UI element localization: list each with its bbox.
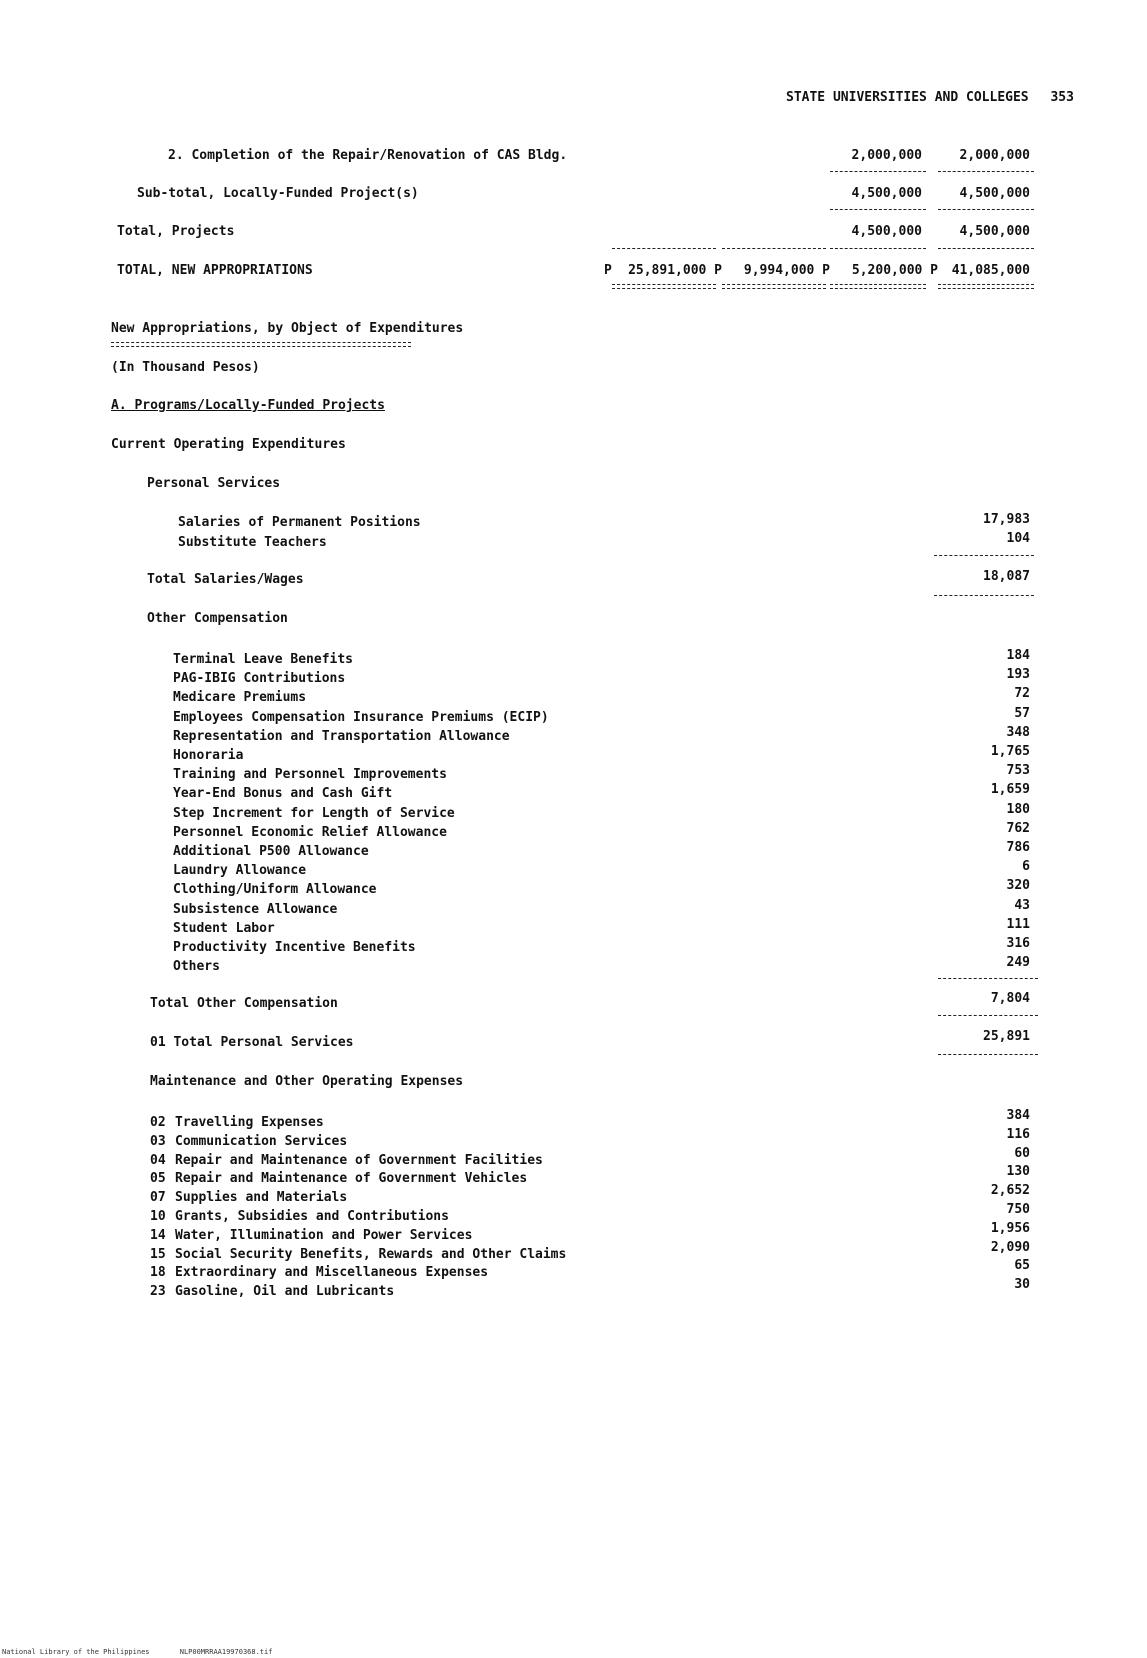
rule <box>830 209 926 210</box>
running-head <box>786 90 1074 105</box>
list-item: Productivity Incentive Benefits <box>173 940 416 955</box>
subtotal-total: 4,500,000 <box>959 186 1030 201</box>
rule <box>722 248 826 249</box>
list-item: Gasoline, Oil and Lubricants <box>175 1284 395 1300</box>
double-rule <box>722 284 826 289</box>
list-item-value: 1,765 <box>990 744 1030 759</box>
list-item-value: 180 <box>1006 801 1030 817</box>
object-code: 10 <box>150 1209 166 1224</box>
project-item-total: 2,000,000 <box>959 148 1030 163</box>
heading-double-rule <box>111 342 411 347</box>
rule <box>938 171 1034 172</box>
total-other-comp-value: 7,804 <box>990 991 1030 1006</box>
object-code: 04 <box>150 1152 166 1168</box>
list-item-value: 348 <box>1006 724 1030 740</box>
list-item: Representation and Transportation Allowance <box>173 728 510 744</box>
list-item: Repair and Maintenance of Government Vehicles <box>175 1171 528 1187</box>
list-item: Additional P500 Allowance <box>173 844 369 859</box>
object-code: 03 <box>150 1133 166 1149</box>
object-code: 18 <box>150 1265 166 1281</box>
total-projects-label: Total, Projects <box>117 224 235 239</box>
rule <box>938 1015 1038 1016</box>
list-item: Social Security Benefits, Rewards and Other Claims <box>175 1246 567 1262</box>
footer-source: National Library of the Philippines <box>2 1648 150 1656</box>
list-item-value: 111 <box>1006 916 1030 932</box>
rule <box>938 978 1038 979</box>
rule <box>938 248 1034 249</box>
list-item: Personnel Economic Relief Allowance <box>173 824 447 840</box>
list-item-value: 65 <box>1014 1258 1030 1274</box>
list-item: Grants, Subsidies and Contributions <box>175 1209 449 1224</box>
list-item-value: 60 <box>1014 1145 1030 1161</box>
grand-peso-sign: P <box>604 263 612 278</box>
header-title: STATE UNIVERSITIES AND COLLEGES <box>786 90 1029 105</box>
rule <box>938 209 1034 210</box>
list-item-value: 384 <box>1006 1108 1030 1123</box>
grand-col3: 5,200,000 P <box>851 263 938 278</box>
object-code: 07 <box>150 1190 166 1206</box>
total-other-comp-label: Total Other Compensation <box>150 996 338 1011</box>
total-salaries-value: 18,087 <box>983 569 1030 584</box>
list-item-value: 753 <box>1006 763 1030 779</box>
subtotal-label: Sub-total, Locally-Funded Project(s) <box>137 186 419 201</box>
rule <box>612 248 716 249</box>
list-item-value: 1,659 <box>990 782 1030 798</box>
list-item-value: 184 <box>1006 648 1030 663</box>
list-item-value: 43 <box>1014 897 1030 913</box>
current-operating-heading: Current Operating Expenditures <box>111 437 346 452</box>
list-item-value: 762 <box>1006 820 1030 836</box>
object-code: 05 <box>150 1171 166 1187</box>
list-item-value: 786 <box>1006 840 1030 855</box>
list-item: Supplies and Materials <box>175 1190 348 1206</box>
double-rule <box>830 284 926 289</box>
grand-col2: 9,994,000 P <box>743 263 830 278</box>
double-rule <box>612 284 716 289</box>
project-item-col4: 2,000,000 <box>851 148 922 163</box>
list-item-value: 249 <box>1006 955 1030 971</box>
rule <box>830 248 926 249</box>
page-number: 353 <box>1050 90 1074 105</box>
rule <box>938 1054 1038 1055</box>
list-item: Substitute Teachers <box>178 535 327 550</box>
list-item: Extraordinary and Miscellaneous Expenses <box>175 1265 489 1281</box>
list-item: Year-End Bonus and Cash Gift <box>173 786 393 802</box>
scan-footer <box>2 1648 272 1656</box>
list-item-value: 2,090 <box>990 1239 1030 1255</box>
other-comp-heading: Other Compensation <box>147 611 288 626</box>
list-item: Salaries of Permanent Positions <box>178 515 421 530</box>
list-item-value: 116 <box>1006 1126 1030 1142</box>
project-item-label: 2. Completion of the Repair/Renovation of CAS Bldg. <box>168 148 568 163</box>
list-item: Terminal Leave Benefits <box>173 652 354 667</box>
total-ps-value: 25,891 <box>983 1029 1030 1044</box>
footer-file: NLP00MRRAA19970368.tif <box>179 1648 273 1656</box>
list-item: Clothing/Uniform Allowance <box>173 882 377 898</box>
grand-col1: 25,891,000 P <box>628 263 722 278</box>
list-item: Repair and Maintenance of Government Facilities <box>175 1152 543 1168</box>
list-item: Travelling Expenses <box>175 1115 324 1130</box>
list-item: Medicare Premiums <box>173 690 307 706</box>
subtotal-col4: 4,500,000 <box>851 186 922 201</box>
double-rule <box>938 284 1034 289</box>
total-projects-total: 4,500,000 <box>959 224 1030 239</box>
rule <box>830 171 926 172</box>
rule <box>934 595 1034 596</box>
list-item-value: 104 <box>1006 531 1030 546</box>
list-item: Communication Services <box>175 1133 348 1149</box>
grand-total: 41,085,000 <box>951 263 1030 278</box>
list-item-value: 57 <box>1014 705 1030 721</box>
list-item-value: 72 <box>1014 686 1030 702</box>
list-item: Others <box>173 959 220 975</box>
list-item: Student Labor <box>173 920 275 936</box>
list-item-value: 1,956 <box>990 1220 1030 1236</box>
object-code: 14 <box>150 1227 166 1243</box>
unit-note: (In Thousand Pesos) <box>111 360 260 375</box>
mooe-heading: Maintenance and Other Operating Expenses <box>150 1074 464 1089</box>
list-item: Training and Personnel Improvements <box>173 767 447 783</box>
list-item: Subsistence Allowance <box>173 901 338 917</box>
list-item: PAG-IBIG Contributions <box>173 671 346 687</box>
object-code: 15 <box>150 1246 166 1262</box>
grand-total-label: TOTAL, NEW APPROPRIATIONS <box>117 263 313 278</box>
list-item: Laundry Allowance <box>173 863 307 879</box>
list-item-value: 750 <box>1006 1202 1030 1217</box>
list-item: Honoraria <box>173 748 244 763</box>
list-item-value: 316 <box>1006 936 1030 951</box>
personal-services-heading: Personal Services <box>147 476 281 491</box>
list-item-value: 17,983 <box>983 512 1030 527</box>
rule <box>934 555 1034 556</box>
list-item-value: 2,652 <box>990 1183 1030 1199</box>
list-item-value: 320 <box>1006 878 1030 894</box>
list-item: Water, Illumination and Power Services <box>175 1227 473 1243</box>
list-item-value: 30 <box>1014 1277 1030 1293</box>
section-a-heading: A. Programs/Locally-Funded Projects <box>111 398 385 413</box>
list-item: Step Increment for Length of Service <box>173 805 455 821</box>
list-item-value: 130 <box>1006 1164 1030 1180</box>
list-item-value: 6 <box>1022 859 1030 875</box>
object-code: 23 <box>150 1284 166 1300</box>
total-projects-col4: 4,500,000 <box>851 224 922 239</box>
total-salaries-label: Total Salaries/Wages <box>147 572 304 587</box>
list-item: Employees Compensation Insurance Premiums (ECIP) <box>173 709 549 725</box>
object-code: 02 <box>150 1115 166 1130</box>
total-ps-label: 01 Total Personal Services <box>150 1035 354 1050</box>
list-item-value: 193 <box>1006 667 1030 683</box>
objects-heading: New Appropriations, by Object of Expenditures <box>111 321 464 336</box>
